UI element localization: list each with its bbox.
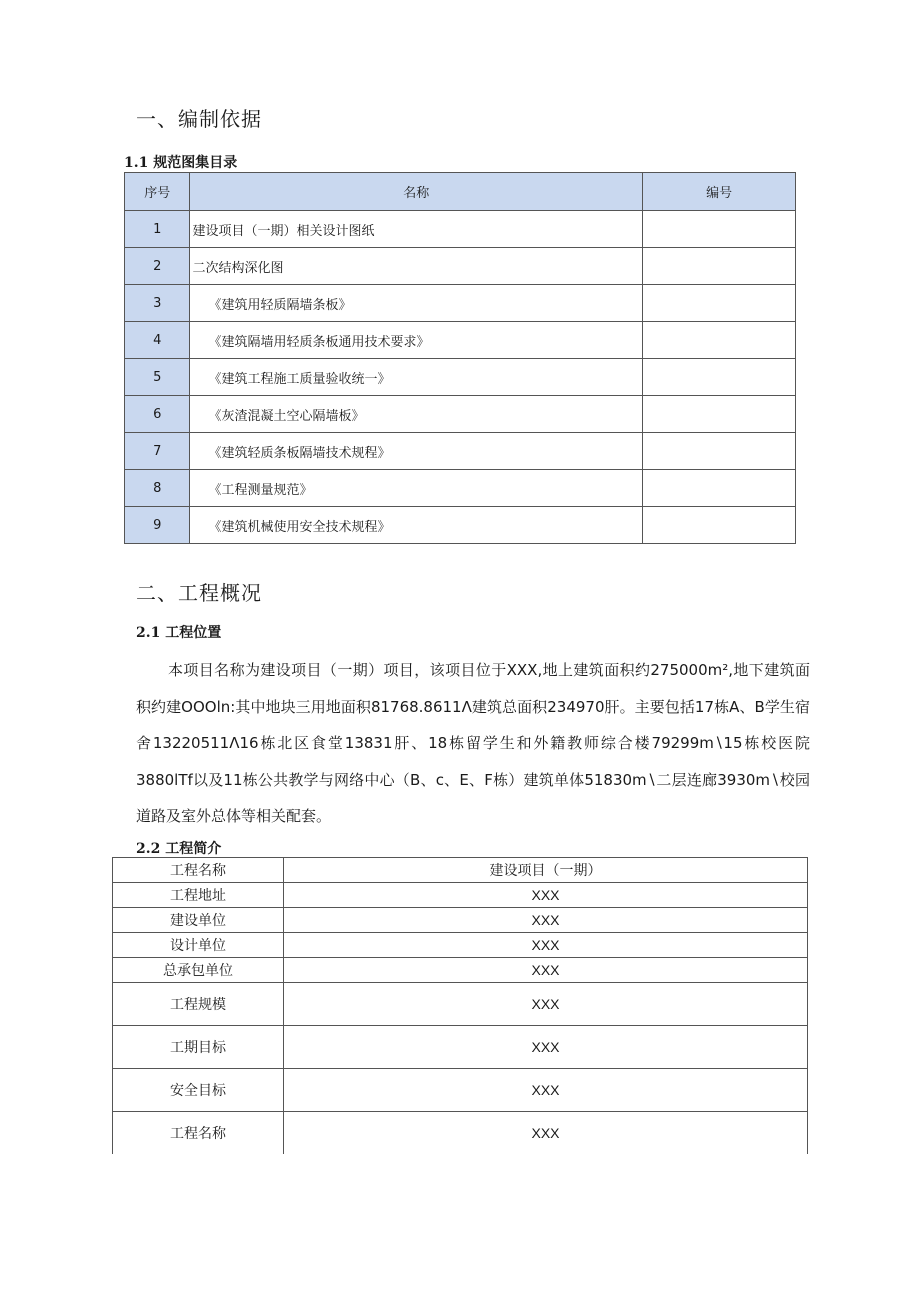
table-row xyxy=(125,396,796,433)
table-row xyxy=(125,322,796,359)
table-row xyxy=(113,1112,808,1155)
table-header-row xyxy=(125,173,796,211)
row-name: 建设项目（一期）相关设计图纸 xyxy=(190,211,643,248)
row-no: 9 xyxy=(125,507,190,544)
row-no: 5 xyxy=(125,359,190,396)
row-value: XXX xyxy=(284,883,808,908)
subsection-2-2-heading: 2.2 工程简介 xyxy=(136,841,222,857)
row-value: XXX xyxy=(284,958,808,983)
subsection-1-1-heading: 1.1 规范图集目录 xyxy=(124,155,238,171)
row-no: 3 xyxy=(125,285,190,322)
project-location-paragraph: 本项目名称为建设项目（一期）项目，该项目位于XXX,地上建筑面积约275000m²,地下建筑面积约建OOOln:其中地块三用地面积81768.8611Λ建筑总面积234970肝。主要包括17栋A、B学生宿舍13220511Λ16栋北区食堂13831肝、18栋留学生和外籍教师综合楼79299m∖15栋校医院3880lTf以及11栋公共教学与网络中心（B、c、E、F栋）建筑单体51830m∖二层连廊3930m∖校园道路及室外总体等相关配套。 xyxy=(136,661,810,825)
header-no: 序号 xyxy=(125,173,190,211)
table-row xyxy=(113,908,808,933)
table-row xyxy=(125,507,796,544)
table-row xyxy=(125,359,796,396)
row-value: XXX xyxy=(284,983,808,1026)
row-code xyxy=(643,470,796,507)
row-key: 工程名称 xyxy=(113,858,284,883)
row-value: 建设项目（一期） xyxy=(284,858,808,883)
row-key: 工程规模 xyxy=(113,983,284,1026)
row-name: 《建筑机械使用安全技术规程》 xyxy=(190,507,643,544)
row-no: 4 xyxy=(125,322,190,359)
standards-table xyxy=(124,172,796,544)
row-key: 工程名称 xyxy=(113,1112,284,1155)
row-code xyxy=(643,359,796,396)
row-name: 二次结构深化图 xyxy=(190,248,643,285)
row-value: XXX xyxy=(284,1069,808,1112)
row-code xyxy=(643,211,796,248)
row-key: 安全目标 xyxy=(113,1069,284,1112)
row-key: 建设单位 xyxy=(113,908,284,933)
row-value: XXX xyxy=(284,1026,808,1069)
row-code xyxy=(643,285,796,322)
row-key: 设计单位 xyxy=(113,933,284,958)
row-value: XXX xyxy=(284,933,808,958)
table-row xyxy=(113,1026,808,1069)
row-no: 1 xyxy=(125,211,190,248)
table-row xyxy=(113,983,808,1026)
row-name: 《建筑用轻质隔墙条板》 xyxy=(190,285,643,322)
row-no: 7 xyxy=(125,433,190,470)
row-no: 2 xyxy=(125,248,190,285)
row-key: 工程地址 xyxy=(113,883,284,908)
table-row xyxy=(113,1069,808,1112)
project-summary-table xyxy=(112,857,808,1154)
header-code: 编号 xyxy=(643,173,796,211)
row-no: 8 xyxy=(125,470,190,507)
row-key: 工期目标 xyxy=(113,1026,284,1069)
row-code xyxy=(643,433,796,470)
row-key: 总承包单位 xyxy=(113,958,284,983)
row-code xyxy=(643,507,796,544)
table-row xyxy=(125,285,796,322)
row-no: 6 xyxy=(125,396,190,433)
row-name: 《工程测量规范》 xyxy=(190,470,643,507)
table-row xyxy=(125,211,796,248)
row-code xyxy=(643,396,796,433)
row-value: XXX xyxy=(284,908,808,933)
table-row xyxy=(113,858,808,883)
table-row xyxy=(125,248,796,285)
row-code xyxy=(643,322,796,359)
row-name: 《建筑工程施工质量验收统一》 xyxy=(190,359,643,396)
header-name: 名称 xyxy=(190,173,643,211)
table-row xyxy=(113,883,808,908)
section-2-heading: 二、工程概况 xyxy=(136,581,262,605)
subsection-2-1-heading: 2.1 工程位置 xyxy=(136,625,222,641)
row-name: 《建筑隔墙用轻质条板通用技术要求》 xyxy=(190,322,643,359)
row-name: 《建筑轻质条板隔墙技术规程》 xyxy=(190,433,643,470)
row-code xyxy=(643,248,796,285)
table-row xyxy=(125,470,796,507)
section-1-heading: 一、编制依据 xyxy=(136,107,262,131)
table-row xyxy=(125,433,796,470)
row-value: XXX xyxy=(284,1112,808,1155)
row-name: 《灰渣混凝土空心隔墙板》 xyxy=(190,396,643,433)
table-row xyxy=(113,933,808,958)
table-row xyxy=(113,958,808,983)
